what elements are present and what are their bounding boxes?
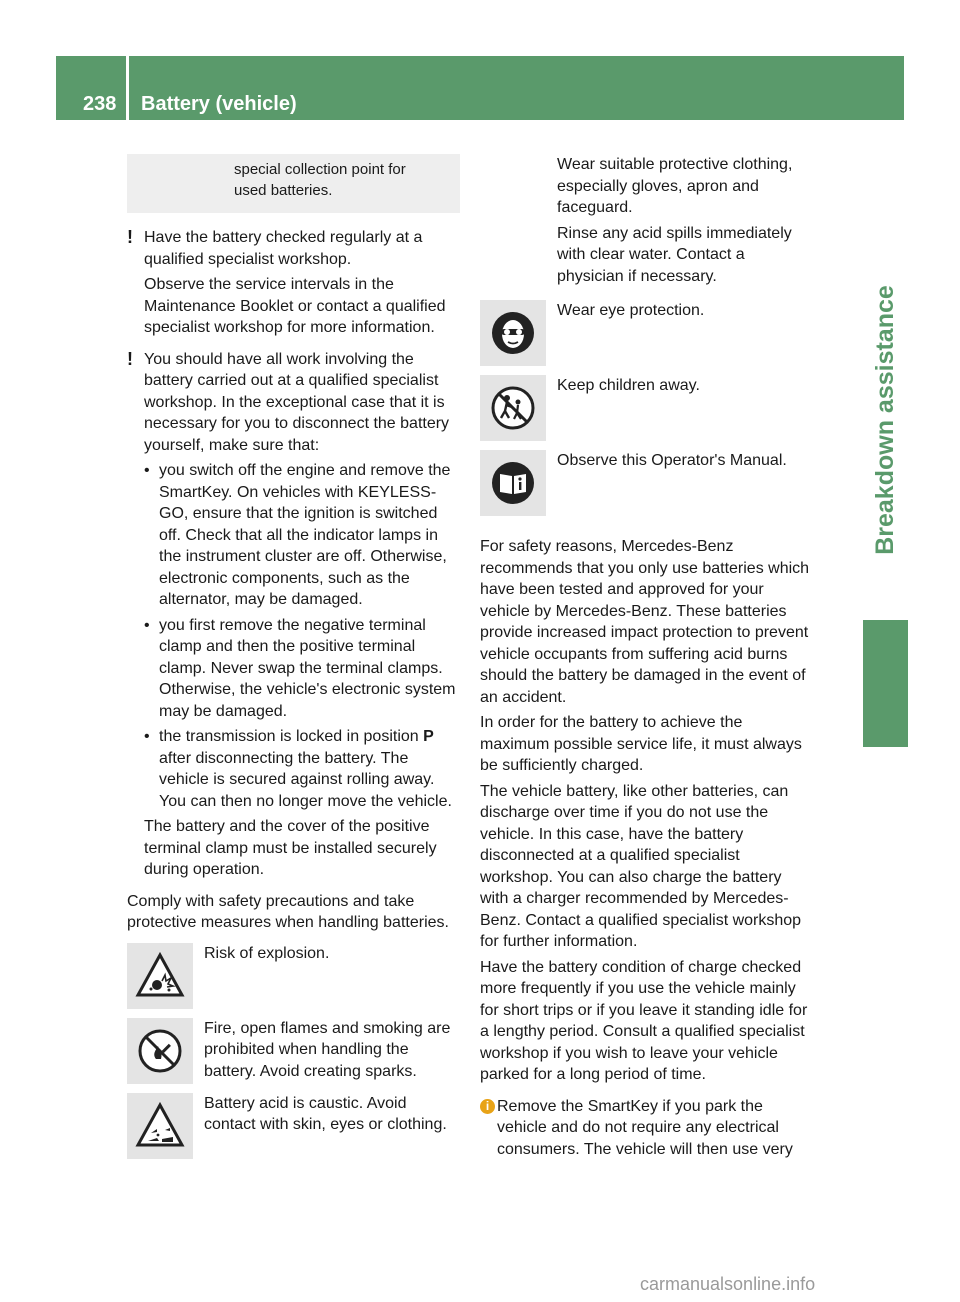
page-number: 238 xyxy=(83,93,117,115)
left-column xyxy=(127,154,460,1159)
info-text: Remove the SmartKey if you park the vehicle and do not require any electrical consumers. The vehicle will then use very xyxy=(497,1097,793,1158)
symbol-text: Risk of explosion. xyxy=(204,944,330,962)
symbol-row xyxy=(480,450,813,516)
body-paragraph: Rinse any acid spills immediately with clear water. Contact a physician if necessary. xyxy=(557,224,792,285)
operators-manual-icon xyxy=(480,450,546,516)
protective-clothing-text xyxy=(480,154,813,287)
warning-note xyxy=(127,349,460,457)
symbol-row xyxy=(480,375,813,441)
symbol-text: Wear eye protection. xyxy=(557,302,705,319)
symbol-text: Fire, open flames and smoking are prohibited when handling the battery. Avoid creating sparks. xyxy=(204,1019,451,1080)
warning-note xyxy=(127,227,460,339)
info-note xyxy=(480,1096,813,1161)
bullet-icon: • xyxy=(144,728,150,745)
list-item-text: the transmission is locked in position xyxy=(159,728,424,745)
list-item-text: you switch off the engine and remove the SmartKey. On vehicles with KEYLESS-GO, ensure that the ignition is switched off. Check that all the indicator lamps in the instrument cluster are off. Otherwise, electronic components, such as the alternator, may be damaged. xyxy=(159,462,451,608)
body-paragraph: Wear suitable protective clothing, especially gloves, apron and faceguard. xyxy=(557,156,793,216)
list-item xyxy=(127,726,460,812)
warning-text: You should have all work involving the battery carried out at a qualified specialist workshop. In the exceptional case that it is necessary for you to disconnect the battery yourself, make sure that: xyxy=(144,350,450,454)
symbol-row xyxy=(127,1018,460,1084)
side-tab-label: Breakdown assistance xyxy=(871,285,899,555)
list-item-text: you first remove the negative terminal clamp and then the positive terminal clamp. Never swap the terminal clamps. Otherwise, the vehicle's electronic system may be damaged. xyxy=(159,616,456,720)
gear-position: P xyxy=(423,728,434,745)
watermark: carmanualsonline.info xyxy=(640,1274,816,1294)
no-fire-smoking-icon xyxy=(127,1018,193,1084)
symbol-row xyxy=(127,943,460,1009)
symbol-text: Keep children away. xyxy=(557,377,700,394)
list-item-text: after disconnecting the battery. The vehicle is secured against rolling away. You can then no longer move the vehicle. xyxy=(159,749,452,810)
bullet-icon: • xyxy=(144,462,150,479)
keep-children-away-icon xyxy=(480,375,546,441)
symbol-row xyxy=(480,300,813,366)
section-title: Battery (vehicle) xyxy=(141,93,297,115)
warning-mark-icon: ! xyxy=(127,227,133,247)
list-item xyxy=(127,460,460,611)
notice-line: used batteries. xyxy=(234,182,333,199)
symbol-text: Battery acid is caustic. Avoid contact with skin, eyes or clothing. xyxy=(204,1094,447,1133)
symbol-text: Observe this Operator's Manual. xyxy=(557,452,787,469)
body-paragraph: In order for the battery to achieve the maximum possible service life, it must always be sufficiently charged. xyxy=(480,714,802,774)
warning-text: Observe the service intervals in the Maintenance Booklet or contact a qualified specialist workshop for more information. xyxy=(144,276,446,336)
eye-protection-icon xyxy=(480,300,546,366)
body-paragraph: The vehicle battery, like other batteries, can discharge over time if you do not use the vehicle. In this case, have the battery disconnected at a qualified specialist workshop. You can also charge the battery with a charger recommended by Mercedes-Benz. Contact a qualified specialist workshop for further information. xyxy=(480,782,802,950)
notice-line: special collection point for xyxy=(234,161,406,178)
side-tab-marker xyxy=(863,620,908,747)
warning-text: Have the battery checked regularly at a qualified specialist workshop. xyxy=(144,229,423,268)
warning-closing-text: The battery and the cover of the positive terminal clamp must be installed securely during operation. xyxy=(144,818,437,878)
explosion-warning-icon xyxy=(127,943,193,1009)
body-paragraph: Comply with safety precautions and take protective measures when handling batteries. xyxy=(127,892,449,931)
symbol-row xyxy=(127,1093,460,1159)
bullet-icon: • xyxy=(144,616,150,634)
right-column xyxy=(480,154,813,1160)
body-paragraph: For safety reasons, Mercedes-Benz recommends that you only use batteries which have been tested and approved for your vehicle by Mercedes-Benz. These batteries provide increased impact protection to prevent vehicle occupants from suffering acid burns should the battery be damaged in the event of an accident. xyxy=(480,538,810,706)
body-paragraph: Have the battery condition of charge checked more frequently if you use the vehicle mainly for short trips or if you leave it standing idle for a lengthy period. Consult a qualified specialist workshop if you wish to leave your vehicle parked for a long period of time. xyxy=(480,958,808,1083)
notice-box xyxy=(127,154,460,213)
list-item xyxy=(127,615,460,723)
warning-mark-icon: ! xyxy=(127,348,133,369)
info-icon: i xyxy=(480,1099,495,1114)
corrosive-warning-icon xyxy=(127,1093,193,1159)
